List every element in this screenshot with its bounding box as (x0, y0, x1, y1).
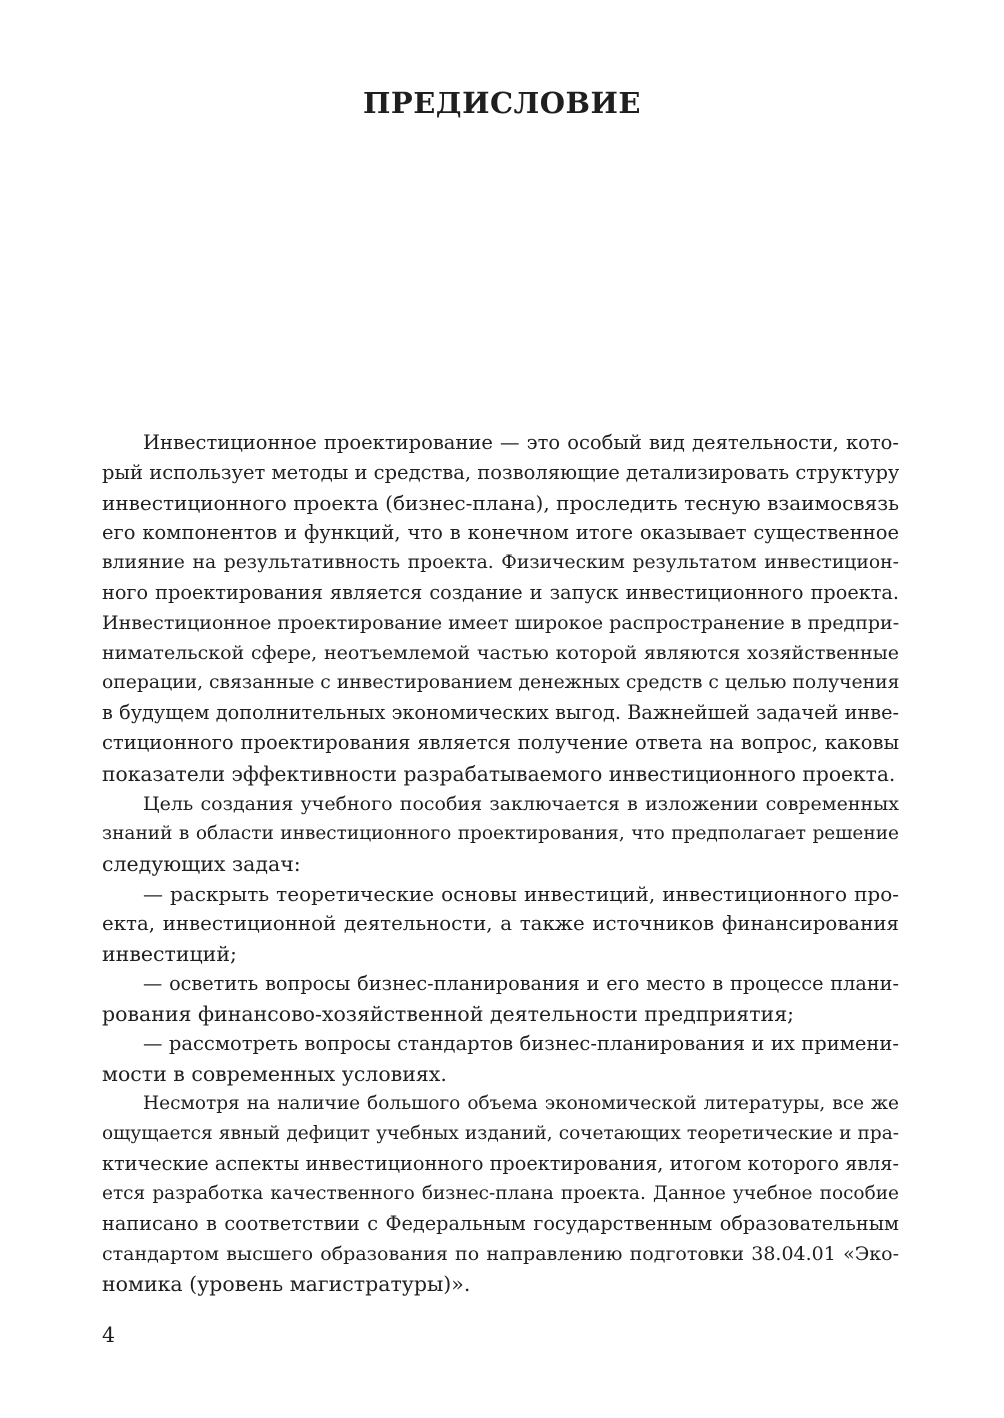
text-line: написано в соответствии с Федеральным государственным образовательным (102, 1212, 899, 1236)
list-item-line: екта, инвестиционной деятельности, а также источников финансирования (102, 911, 899, 935)
list-item-line: — осветить вопросы бизнес-планирования и его место в процессе плани- (143, 971, 899, 995)
list-item-line: — рассмотреть вопросы стандартов бизнес-планирования и их примени- (143, 1031, 899, 1055)
list-item-line: рования финансово-хозяйственной деятельности предприятия; (102, 1001, 795, 1026)
page-number: 4 (102, 1323, 116, 1347)
text-line: его компонентов и функций, что в конечном итоге оказывает существенное (102, 521, 899, 545)
text-line: ктические аспекты инвестиционного проектирования, итогом которого явля- (102, 1152, 899, 1176)
list-item-line: мости в современных условиях. (102, 1061, 447, 1086)
text-line: следующих задач: (102, 851, 301, 876)
preface-text (102, 428, 899, 1299)
list-item-line: инвестиций; (102, 941, 237, 966)
text-line: операции, связанные с инвестированием денежных средств с целью получения (102, 672, 899, 694)
text-line: Цель создания учебного пособия заключается в изложении современных (143, 792, 899, 815)
text-line: ощущается явный дефицит учебных изданий, сочетающих теоретические и пра- (102, 1123, 899, 1145)
text-line: инвестиционного проекта (бизнес-плана), проследить тесную взаимосвязь (102, 491, 899, 516)
text-line: в будущем дополнительных экономических выгод. Важнейшей задачей инве- (102, 701, 899, 725)
text-line: показатели эффективности разрабатываемого инвестиционного проекта. (102, 761, 896, 786)
text-line: номика (уровень магистратуры)». (102, 1272, 471, 1297)
page-title: ПРЕДИСЛОВИЕ (363, 86, 641, 120)
list-item-line: — раскрыть теоретические основы инвестиций, инвестиционного про- (143, 881, 899, 906)
text-line: ного проектирования является создание и запуск инвестиционного проекта. (102, 581, 899, 605)
text-line: рый использует методы и средства, позволяющие детализировать структуру (102, 461, 899, 485)
text-line: ется разработка качественного бизнес-плана проекта. Данное учебное пособие (102, 1183, 899, 1205)
text-line: Несмотря на наличие большого объема экономической литературы, все же (143, 1093, 899, 1115)
text-line: стандартом высшего образования по направлению подготовки 38.04.01 «Эко- (102, 1243, 899, 1266)
text-line: Инвестиционное проектирование имеет широкое распространение в предпри- (102, 612, 899, 635)
text-line: знаний в области инвестиционного проектирования, что предполагает решение (102, 822, 899, 844)
text-line: стиционного проектирования является получение ответа на вопрос, каковы (102, 731, 899, 755)
text-line: нимательской сфере, неотъемлемой частью которой являются хозяйственные (102, 642, 899, 665)
text-line: Инвестиционное проектирование — это особый вид деятельности, кото- (143, 431, 899, 454)
text-line: влияние на результативность проекта. Физическим результатом инвестицион- (102, 552, 899, 574)
